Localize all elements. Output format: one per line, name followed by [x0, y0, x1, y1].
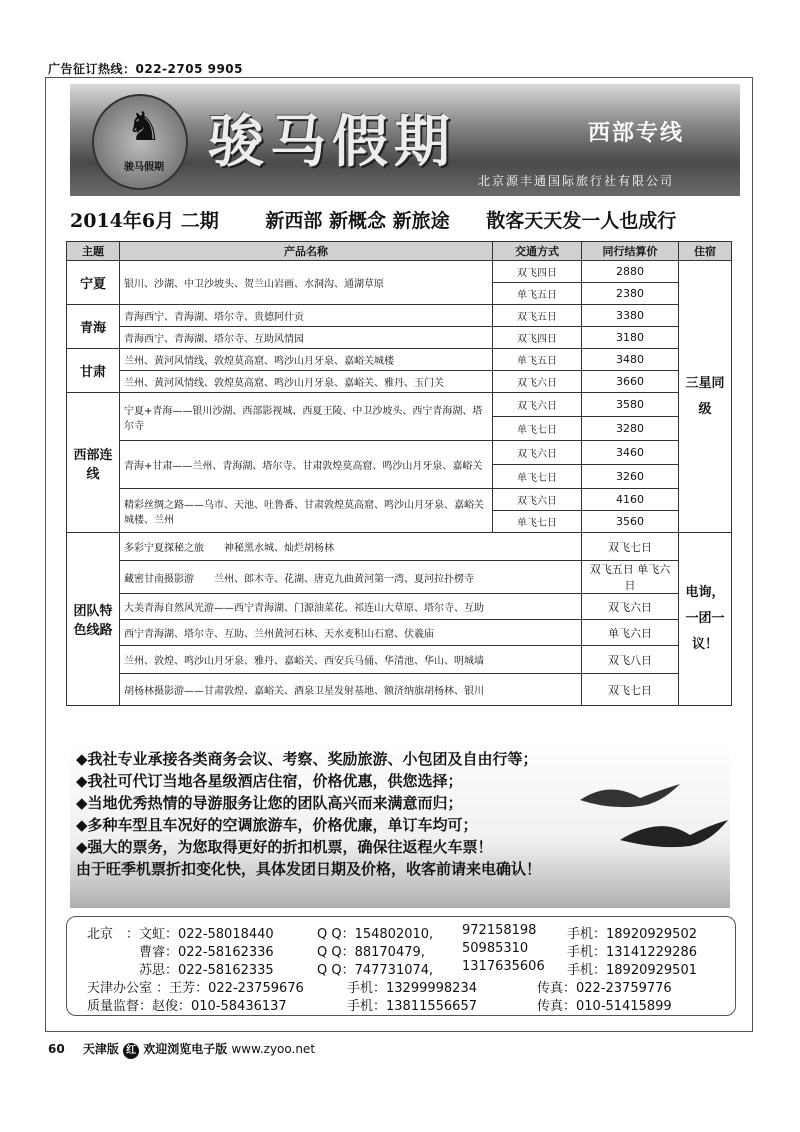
- table-row: [67, 533, 732, 561]
- table-row: [67, 561, 732, 594]
- contact-row: [67, 977, 737, 994]
- benefit-item: ◆我社可代订当地各星级酒店住宿，价格优惠，供您选择；: [76, 772, 463, 790]
- table-row: [67, 393, 732, 417]
- transport-cell: 双飞五日: [493, 305, 582, 327]
- product-cell: 藏密甘南摄影游 兰州、郎木寺、花湖、唐克九曲黄河第一湾、夏河拉扑楞寺: [120, 561, 582, 594]
- header-price: 同行结算价: [582, 242, 679, 261]
- contact-name: 天津办公室 ：王芳：022-23759676: [87, 981, 304, 996]
- price-cell: 3260: [582, 465, 679, 489]
- product-cell: 西宁青海湖、塔尔寺、互助、兰州黄河石林、天水麦积山石窟、伏羲庙: [120, 620, 582, 646]
- eagle-icon: [580, 784, 680, 807]
- website-link[interactable]: www.zyoo.net: [231, 1042, 316, 1056]
- issue-label: 2014年6月 二期: [70, 210, 219, 232]
- product-cell: 青海西宁、青海湖、塔尔寺、贵德阿什贡: [120, 305, 493, 327]
- benefit-item: ◆我社专业承接各类商务会议、考察、奖励旅游、小包团及自由行等；: [76, 750, 538, 768]
- contact-mobile: 手机：18920929502: [567, 927, 697, 942]
- product-cell: 兰州、黄河风情线、敦煌莫高窟、鸣沙山月牙泉、嘉峪关、雅丹、玉门关: [120, 371, 493, 393]
- transport-cell: 双飞六日: [582, 594, 679, 620]
- product-cell: 大美青海自然风光游——西宁青海湖、门源油菜花、祁连山大草原、塔尔寺、互助: [120, 594, 582, 620]
- product-cell: 青海西宁、青海湖、塔尔寺、互助风情园: [120, 327, 493, 349]
- transport-cell: 双飞六日: [493, 371, 582, 393]
- price-cell: 4160: [582, 489, 679, 511]
- product-cell: 兰州、敦煌、鸣沙山月牙泉、雅丹、嘉峪关、西安兵马俑、华清池、华山、明城墙: [120, 646, 582, 674]
- region-cell: 西部连线: [67, 393, 120, 533]
- price-cell: 3180: [582, 327, 679, 349]
- transport-cell: 单飞五日: [493, 283, 582, 305]
- transport-cell: 双飞六日: [493, 441, 582, 465]
- benefit-item: ◆当地优秀热情的导游服务让您的团队高兴而来满意而归；: [76, 794, 463, 812]
- stay-cell: 三星同级: [679, 261, 732, 533]
- header-stay: 住宿: [679, 242, 732, 261]
- transport-cell: 双飞七日: [582, 674, 679, 706]
- transport-cell: 单飞七日: [493, 465, 582, 489]
- product-cell: 银川、沙湖、中卫沙坡头、贺兰山岩画、水洞沟、通湖草原: [120, 261, 493, 305]
- table-row: [67, 620, 732, 646]
- price-cell: 2380: [582, 283, 679, 305]
- region-cell: 宁夏: [67, 261, 120, 305]
- contact-fax: 传真：022-23759776: [537, 981, 672, 996]
- table-row: [67, 489, 732, 511]
- product-cell: 多彩宁夏探秘之旅 神秘黑水城、灿烂胡杨林: [120, 533, 582, 561]
- stay-cell: 电询，一团一议！: [679, 533, 732, 706]
- route-table: [66, 241, 732, 706]
- table-row: [67, 441, 732, 465]
- product-cell: 青海+甘肃——兰州、青海湖、塔尔寺、甘肃敦煌莫高窟、鸣沙山月牙泉、嘉峪关: [120, 441, 493, 489]
- header-transport: 交通方式: [493, 242, 582, 261]
- contact-row: [67, 959, 737, 976]
- page-number: 60: [48, 1042, 65, 1056]
- table-row: [67, 646, 732, 674]
- subtitle-bar: [70, 206, 750, 233]
- contact-qq-2: 50985310: [462, 941, 529, 956]
- table-row: [67, 305, 732, 327]
- contact-qq-2: 1317635606: [462, 959, 545, 974]
- eagle-illustration: [570, 780, 730, 860]
- header-product: 产品名称: [120, 242, 493, 261]
- table-row: [67, 594, 732, 620]
- price-cell: 3480: [582, 349, 679, 371]
- table-row: [67, 261, 732, 283]
- transport-cell: 单飞五日: [493, 349, 582, 371]
- ad-hotline: 广告征订热线：022-2705 9905: [48, 62, 244, 76]
- benefit-item: ◆强大的票务，为您取得更好的折扣机票，确保往返程火车票！: [76, 838, 493, 856]
- contact-row: [67, 995, 737, 1012]
- contact-name: 曹睿：022-58162336: [139, 945, 274, 960]
- transport-cell: 双飞八日: [582, 646, 679, 674]
- transport-cell: 双飞七日: [582, 533, 679, 561]
- region-cell: 团队特色线路: [67, 533, 120, 706]
- contact-fax: 传真：010-51415899: [537, 999, 672, 1014]
- contact-mobile: 手机：13141229286: [567, 945, 697, 960]
- table-row: [67, 371, 732, 393]
- transport-cell: 单飞七日: [493, 511, 582, 533]
- price-cell: 3460: [582, 441, 679, 465]
- table-row: [67, 327, 732, 349]
- contact-box: [66, 916, 736, 1016]
- table-row: [67, 674, 732, 706]
- benefits-panel: [70, 740, 730, 908]
- table-row: [67, 349, 732, 371]
- contact-mobile: 手机：13811556657: [347, 999, 477, 1014]
- transport-cell: 双飞六日: [493, 489, 582, 511]
- transport-cell: 单飞六日: [582, 620, 679, 646]
- badge-icon: 红: [123, 1043, 139, 1059]
- daily-departure-tag: 散客天天发一人也成行: [486, 210, 677, 232]
- contact-row: [67, 923, 737, 940]
- page-footer: [48, 1040, 315, 1059]
- transport-cell: 双飞四日: [493, 327, 582, 349]
- table-header-row: [67, 242, 732, 261]
- price-cell: 3280: [582, 417, 679, 441]
- header-banner: [70, 84, 740, 196]
- footer-text: 欢迎浏览电子版: [143, 1042, 228, 1056]
- transport-cell: 双飞四日: [493, 261, 582, 283]
- horse-icon: ♞: [126, 104, 162, 150]
- company-name: 北京源丰通国际旅行社有限公司: [478, 174, 675, 188]
- price-cell: 3580: [582, 393, 679, 417]
- contact-qq: Q Q：747731074,: [317, 963, 434, 978]
- product-cell: 胡杨林摄影游——甘肃敦煌、嘉峪关、酒泉卫星发射基地、额济纳旗胡杨林、银川: [120, 674, 582, 706]
- contact-row: [67, 941, 737, 958]
- product-cell: 精彩丝绸之路——乌市、天池、吐鲁番、甘肃敦煌莫高窟、鸣沙山月牙泉、嘉峪关城楼、兰州: [120, 489, 493, 533]
- region-cell: 甘肃: [67, 349, 120, 393]
- contact-name: 苏思：022-58162335: [139, 963, 274, 978]
- contact-qq: Q Q：154802010,: [317, 927, 434, 942]
- transport-cell: 单飞七日: [493, 417, 582, 441]
- price-cell: 3660: [582, 371, 679, 393]
- price-cell: 2880: [582, 261, 679, 283]
- product-cell: 兰州、黄河风情线、敦煌莫高窟、鸣沙山月牙泉、嘉峪关城楼: [120, 349, 493, 371]
- product-cell: 宁夏+青海——银川沙湖、西部影视城、西夏王陵、中卫沙坡头、西宁青海湖、塔尔寺: [120, 393, 493, 441]
- benefit-item: 由于旺季机票折扣变化快，具体发团日期及价格，收客前请来电确认！: [76, 860, 542, 878]
- slogan: 新西部 新概念 新旅途: [265, 210, 450, 232]
- west-line-label: 西部专线: [588, 121, 685, 146]
- contact-mobile: 手机：18920929501: [567, 963, 697, 978]
- edition-label: 天津版: [82, 1042, 119, 1056]
- price-cell: 3380: [582, 305, 679, 327]
- contact-qq-2: 972158198: [462, 923, 537, 938]
- contact-qq: Q Q：88170479,: [317, 945, 425, 960]
- contact-name: 北京 ：文虹：022-58018440: [87, 927, 274, 942]
- contact-mobile: 手机：13299998234: [347, 981, 477, 996]
- eagle-icon: [620, 820, 728, 847]
- price-cell: 3560: [582, 511, 679, 533]
- header-theme: 主题: [67, 242, 120, 261]
- benefit-item: ◆多种车型且车况好的空调旅游车，价格优廉，单订车均可；: [76, 816, 478, 834]
- logo-emblem: [92, 94, 188, 190]
- contact-name: 质量监督：赵俊：010-58436137: [87, 999, 287, 1014]
- transport-cell: 双飞六日: [493, 393, 582, 417]
- transport-cell: 双飞五日 单飞六日: [582, 561, 679, 594]
- region-cell: 青海: [67, 305, 120, 349]
- brand-title: 骏马假期: [208, 109, 456, 175]
- logo-text: 骏马假期: [124, 162, 164, 173]
